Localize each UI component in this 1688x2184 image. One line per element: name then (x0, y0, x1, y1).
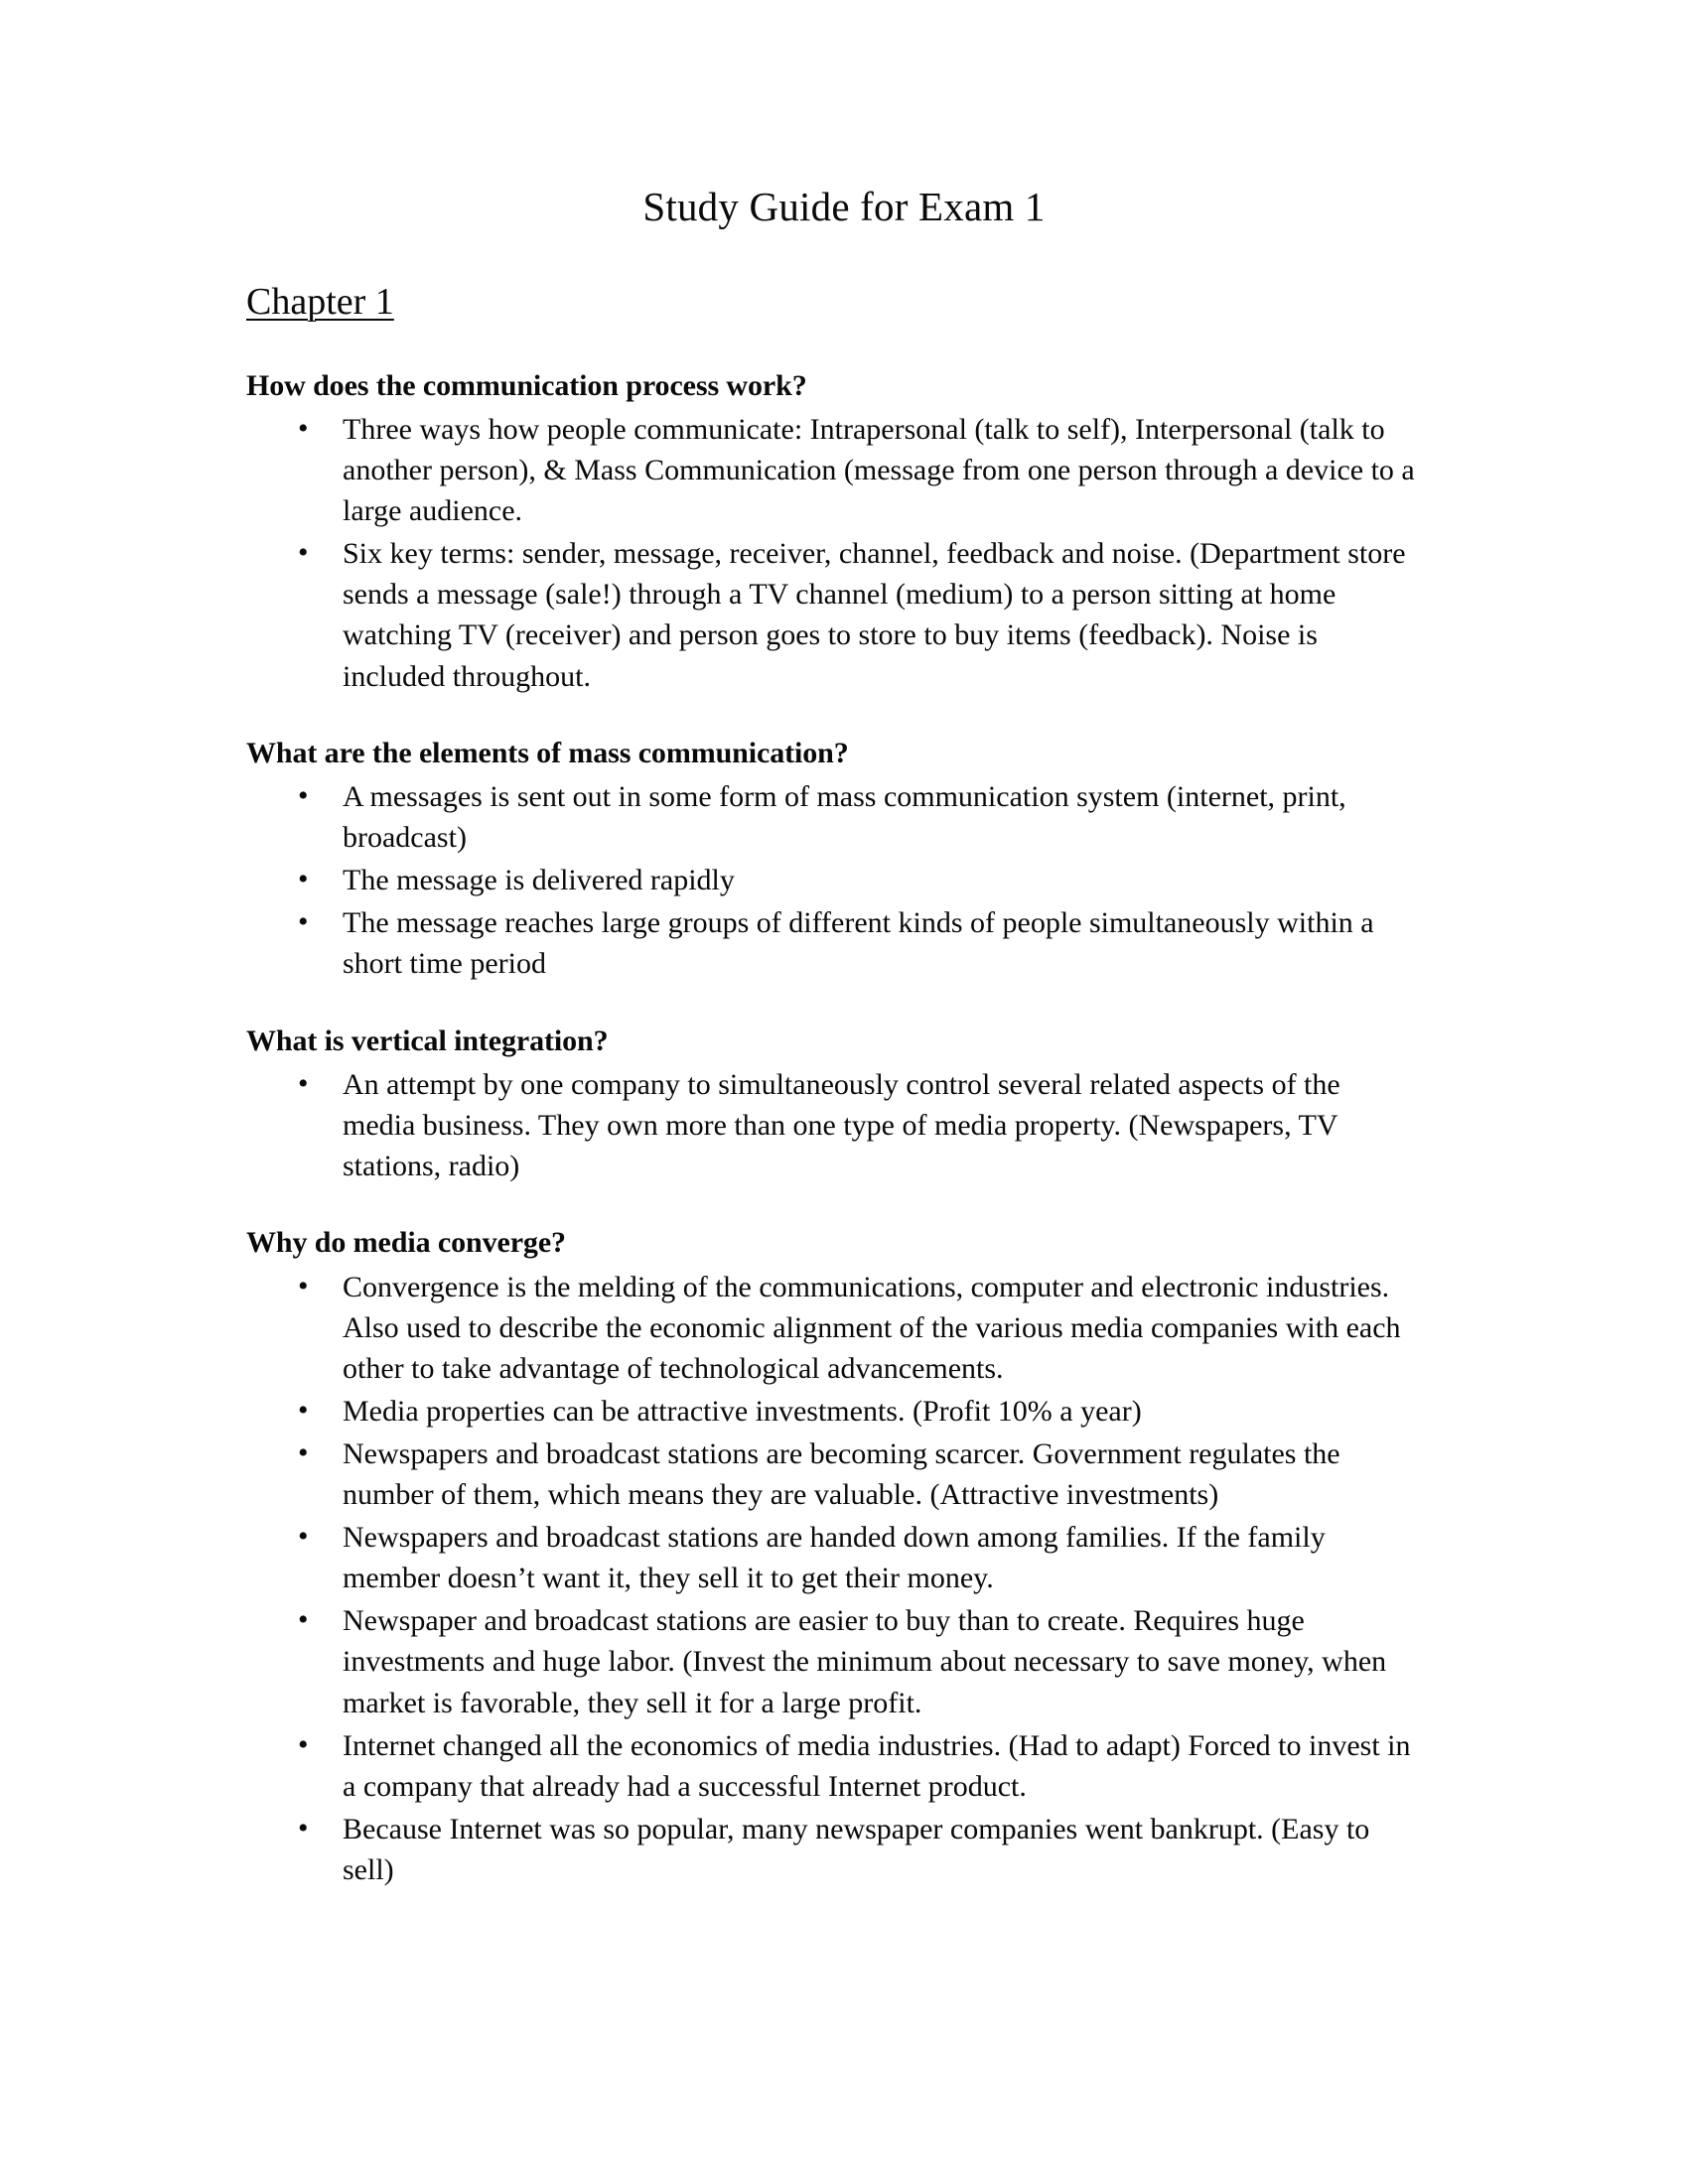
bullet-list (246, 776, 1418, 984)
list-item: • The message reaches large groups of different kinds of people simultaneously within a short time period (246, 902, 1418, 984)
section-media-converge (246, 1224, 1418, 1890)
list-item: • Six key terms: sender, message, receiver, channel, feedback and noise. (Department store sends a message (sale!) through a TV channel (medium) to a person sitting at home watching TV (receiver) and person goes to store to buy items (feedback). Noise is included throughout. (246, 533, 1418, 696)
document-body (246, 280, 1418, 1892)
list-item: • An attempt by one company to simultaneously control several related aspects of the media business. They own more than one type of media property. (Newspapers, TV stations, radio) (246, 1064, 1418, 1186)
section-elements-of-mass-communication (246, 735, 1418, 985)
list-item: • The message is delivered rapidly (246, 860, 1418, 900)
page-title: Study Guide for Exam 1 (642, 184, 1046, 229)
section-heading: What are the elements of mass communication? (246, 736, 849, 769)
list-item: • Newspapers and broadcast stations are handed down among families. If the family member doesn’t want it, they sell it to get their money. (246, 1517, 1418, 1598)
bullet-list (246, 409, 1418, 697)
chapter-heading-label: Chapter 1 (246, 281, 394, 323)
list-item: • Newspaper and broadcast stations are easier to buy than to create. Requires huge investments and huge labor. (Invest the minimum about necessary to save money, when market is favorable, they sell it for a large profit. (246, 1600, 1418, 1722)
section-heading: Why do media converge? (246, 1226, 566, 1260)
section-vertical-integration (246, 1023, 1418, 1187)
section-heading: How does the communication process work? (246, 368, 807, 402)
section-heading: What is vertical integration? (246, 1024, 609, 1057)
list-item: • Three ways how people communicate: Intrapersonal (talk to self), Interpersonal (talk to another person), & Mass Communication (message from one person through a device to a large audience. (246, 409, 1418, 531)
section-communication-process (246, 367, 1418, 697)
list-item: • Internet changed all the economics of media industries. (Had to adapt) Forced to invest in a company that already had a successful Internet product. (246, 1725, 1418, 1807)
bullet-list (246, 1267, 1418, 1890)
list-item: • Convergence is the melding of the communications, computer and electronic industries. Also used to describe the economic alignment of the various media companies with each other to take advantage of technological advancements. (246, 1267, 1418, 1389)
list-item: • A messages is sent out in some form of mass communication system (internet, print, broadcast) (246, 776, 1418, 858)
list-item: • Because Internet was so popular, many newspaper companies went bankrupt. (Easy to sell) (246, 1809, 1418, 1890)
chapter-heading (246, 280, 1418, 326)
list-item: • Media properties can be attractive investments. (Profit 10% a year) (246, 1391, 1418, 1432)
list-item: • Newspapers and broadcast stations are becoming scarcer. Government regulates the number of them, which means they are valuable. (Attractive investments) (246, 1433, 1418, 1515)
bullet-list (246, 1064, 1418, 1186)
